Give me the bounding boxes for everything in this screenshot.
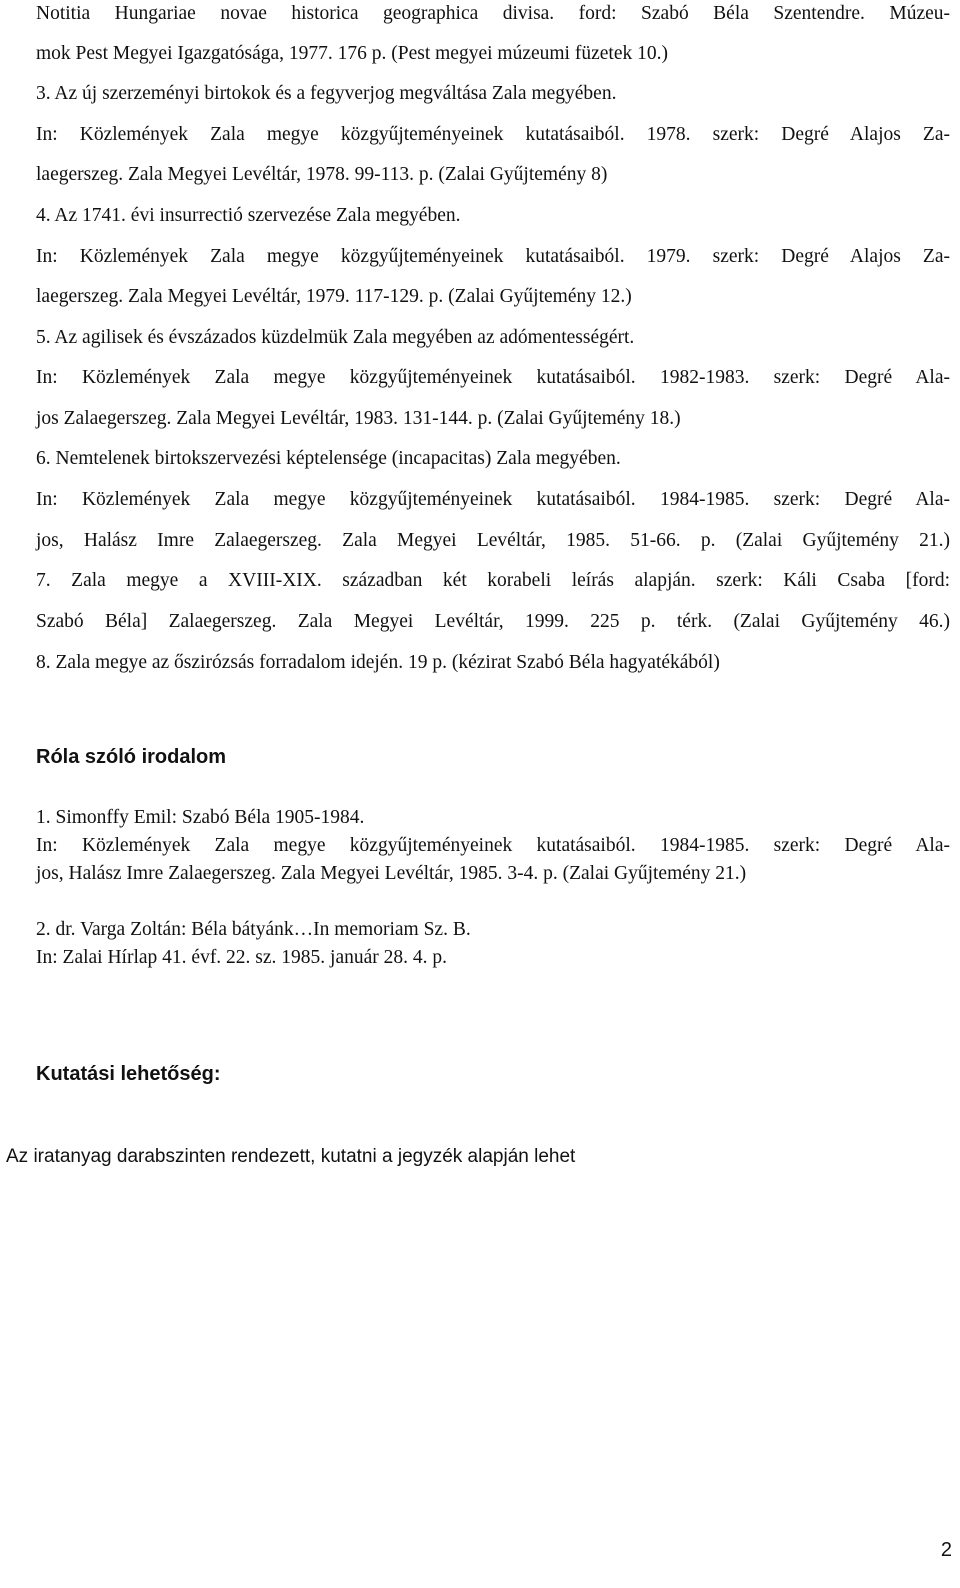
bibliography-line: In: Közlemények Zala megye közgyűjteményeinek kutatásaiból. 1984-1985. szerk: Degré Ala- xyxy=(36,489,950,510)
bibliography-line: In: Közlemények Zala megye közgyűjteményeinek kutatásaiból. 1978. szerk: Degré Alajos Za- xyxy=(36,124,950,145)
research-note: Az iratanyag darabszinten rendezett, kutatni a jegyzék alapján lehet xyxy=(6,1146,576,1167)
bibliography-line: In: Közlemények Zala megye közgyűjteményeinek kutatásaiból. 1982-1983. szerk: Degré Ala- xyxy=(36,367,950,388)
literature-line: In: Zalai Hírlap 41. évf. 22. sz. 1985. január 28. 4. p. xyxy=(36,947,448,968)
bibliography-line: 6. Nemtelenek birtokszervezési képtelensége (incapacitas) Zala megyében. xyxy=(36,448,621,469)
bibliography-line: 8. Zala megye az őszirózsás forradalom idején. 19 p. (kézirat Szabó Béla hagyatékából) xyxy=(36,652,720,673)
section-heading-rola: Róla szóló irodalom xyxy=(36,746,227,768)
bibliography-line: Notitia Hungariae novae historica geographica divisa. ford: Szabó Béla Szentendre. Múzeu- xyxy=(36,3,950,24)
bibliography-line: Szabó Béla] Zalaegerszeg. Zala Megyei Levéltár, 1999. 225 p. térk. (Zalai Gyűjtemény 46.) xyxy=(36,611,950,632)
section-heading-kutatasi: Kutatási lehetőség: xyxy=(36,1063,221,1085)
bibliography-line: jos, Halász Imre Zalaegerszeg. Zala Megyei Levéltár, 1985. 51-66. p. (Zalai Gyűjtemény 21.) xyxy=(36,530,950,551)
page-number: 2 xyxy=(940,1539,952,1561)
bibliography-line: laegerszeg. Zala Megyei Levéltár, 1978. 99-113. p. (Zalai Gyűjtemény 8) xyxy=(36,164,608,185)
literature-line: 1. Simonffy Emil: Szabó Béla 1905-1984. xyxy=(36,807,365,828)
bibliography-line: mok Pest Megyei Igazgatósága, 1977. 176 p. (Pest megyei múzeumi füzetek 10.) xyxy=(36,43,668,64)
bibliography-line: laegerszeg. Zala Megyei Levéltár, 1979. 117-129. p. (Zalai Gyűjtemény 12.) xyxy=(36,286,632,307)
bibliography-line: 3. Az új szerzeményi birtokok és a fegyverjog megváltása Zala megyében. xyxy=(36,83,617,104)
bibliography-line: 5. Az agilisek és évszázados küzdelmük Zala megyében az adómentességért. xyxy=(36,327,635,348)
bibliography-line: In: Közlemények Zala megye közgyűjteményeinek kutatásaiból. 1979. szerk: Degré Alajos Za- xyxy=(36,246,950,267)
literature-line: In: Közlemények Zala megye közgyűjteményeinek kutatásaiból. 1984-1985. szerk: Degré Ala- xyxy=(36,835,950,856)
bibliography-line: jos Zalaegerszeg. Zala Megyei Levéltár, 1983. 131-144. p. (Zalai Gyűjtemény 18.) xyxy=(36,408,681,429)
bibliography-line: 7. Zala megye a XVIII-XIX. században két korabeli leírás alapján. szerk: Káli Csaba [ford: xyxy=(36,570,950,591)
literature-line: jos, Halász Imre Zalaegerszeg. Zala Megyei Levéltár, 1985. 3-4. p. (Zalai Gyűjtemény 21.) xyxy=(36,863,747,884)
bibliography-line: 4. Az 1741. évi insurrectió szervezése Zala megyében. xyxy=(36,205,461,226)
literature-line: 2. dr. Varga Zoltán: Béla bátyánk…In memoriam Sz. B. xyxy=(36,919,471,940)
